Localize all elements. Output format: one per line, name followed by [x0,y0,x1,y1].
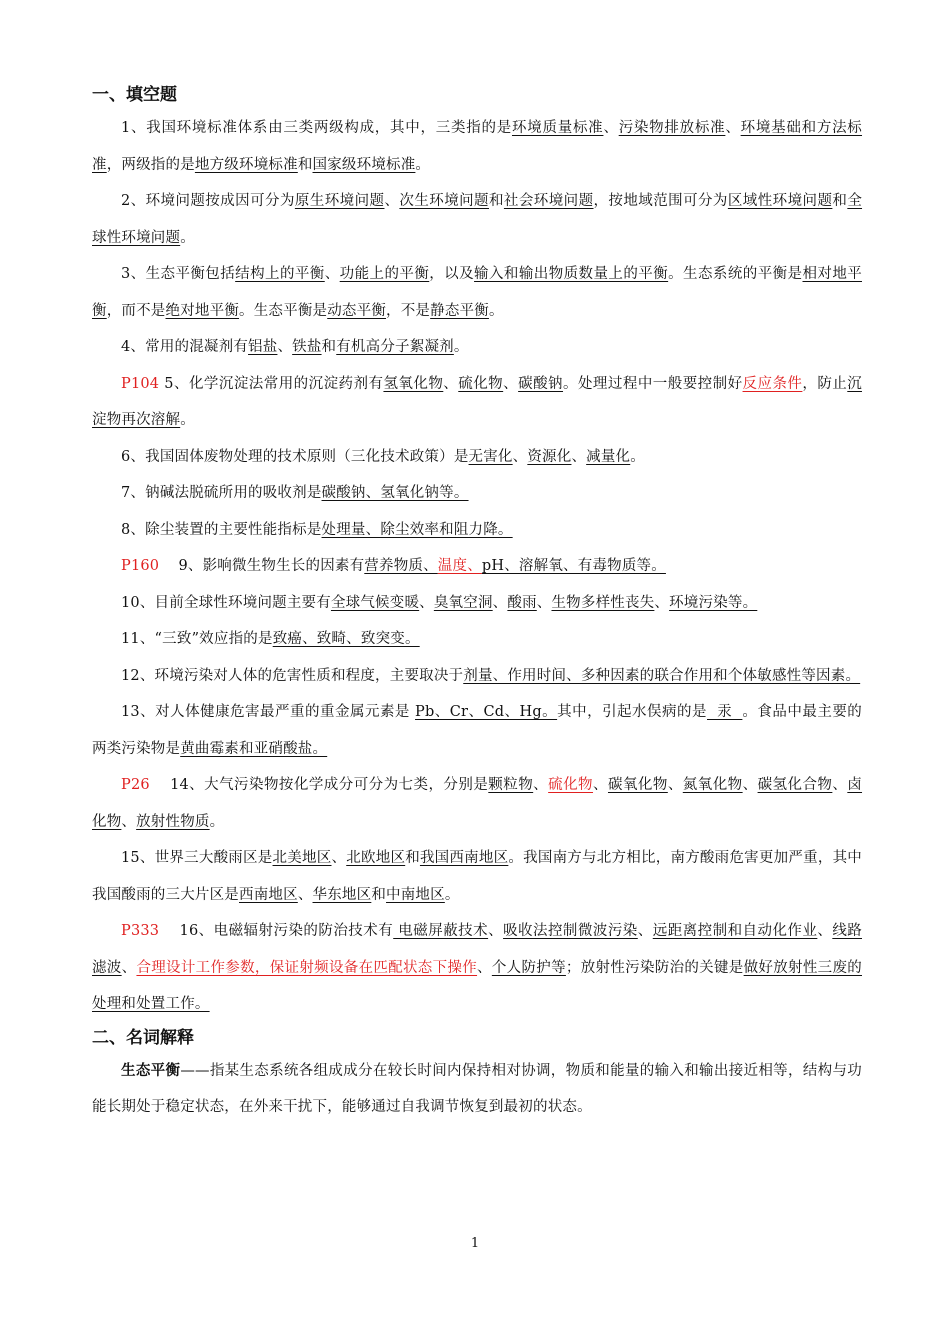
document-page [92,80,862,1126]
question-9 [92,548,862,585]
answer: 碳酸钠 [518,375,564,392]
answer: 铝盐 [248,339,278,355]
text: 、 [324,266,340,282]
question-7 [92,475,862,512]
answer: 营养物质、 [364,558,438,574]
answer: 相对地平衡 [92,266,862,319]
text: 、 [536,594,552,611]
answer: 全球性环境问题 [92,193,863,246]
answer: 功能上的平衡 [339,266,430,282]
answer: 输入和输出物质数量上的平衡 [474,266,669,282]
answer-highlight: 硫化物 [548,777,594,793]
text: 。我国南方与北方相比，南方酸雨危害更加严重，其中我国酸雨的三大片区是 [92,850,863,903]
answer: 黄曲霉素和亚硝酸盐。 [180,740,328,757]
answer: 酸雨 [507,594,537,611]
text: 、 [654,594,670,611]
answer-highlight: 反应条件 [742,375,803,392]
page-reference: P104 [121,375,160,392]
page-number: 1 [470,1236,480,1251]
answer: 吸收法控制微波污染 [503,923,638,939]
text: 、 [637,923,653,939]
answer: 碳酸钠、氢氧化钠等。 [321,485,469,501]
question-5 [92,366,862,439]
answer: 有机高分子絮凝剂 [336,339,454,355]
text: ，而不是 [106,302,166,319]
answer: 个人防护等 [491,959,566,976]
text: ，不是 [386,302,431,319]
text: 。处理过程中一般要控制好 [563,375,743,392]
text: 、 [533,777,549,793]
text: 、 [477,959,492,976]
question-14 [92,767,862,840]
answer: 生物多样性丧失 [551,594,655,611]
text: 、 [512,448,528,465]
answer: 环境基础和方法标准 [92,120,863,173]
answer: 无害化 [468,448,513,465]
text: 。 [488,302,504,319]
answer: 西南地区 [239,886,298,903]
text: 和 [321,339,337,355]
text: 和 [832,193,848,209]
text: 。生态平衡是 [239,302,328,319]
answer: 颗粒物 [488,777,534,793]
answer: 沉淀物再次溶解 [92,375,862,428]
text: 、 [277,339,293,355]
answer: 铁盐 [292,339,322,355]
answer: 致癌、致畸、致突变。 [272,631,420,647]
text: 和 [488,193,504,209]
text: 5、化学沉淀法常用的沉淀药剂有 [159,375,384,392]
page-reference: P26 [121,777,150,793]
text: 。 [453,339,469,355]
text: 。 [630,448,645,465]
text: 、 [817,923,833,939]
question-1 [92,110,862,183]
text: 11、“三致”效应指的是 [121,631,273,647]
answer: pH、溶解氧、有毒物质等。 [481,558,666,574]
question-13 [92,694,862,767]
text: 8、除尘装置的主要性能指标是 [121,521,322,538]
answer: 我国西南地区 [419,850,509,866]
page-reference: P160 [121,558,160,574]
text: 16、电磁辐射污染的防治技术有 [159,923,394,939]
text: 、 [121,813,137,830]
answer: 北欧地区 [346,850,406,866]
question-10 [92,585,862,622]
answer: 原生环境问题 [294,193,385,209]
text: 。 [180,412,195,428]
text: ，两级指的是 [106,156,195,173]
answer: 区域性环境问题 [727,193,833,209]
text: 6、我国固体废物处理的技术原则（三化技术政策）是 [121,448,469,465]
text: 和 [405,850,420,866]
question-3 [92,256,862,329]
text: 和 [371,886,387,903]
answer: 汞 [707,704,743,720]
text: ；放射性污染防治的关键是 [565,959,744,976]
question-11 [92,621,862,658]
text: 、 [593,777,608,793]
answer: 减量化 [586,448,631,465]
text: ，防止 [802,375,848,392]
text: 4、常用的混凝剂有 [121,339,249,355]
answer-highlight: 温度、 [437,558,482,574]
text: 、 [667,777,683,793]
answer: 做好放射性三废的处理和处置工作。 [92,959,862,1012]
answer: 剂量、作用时间、多种因素的联合作用和个体敏感性等因素。 [463,667,861,684]
answer: 环境污染等。 [669,594,758,611]
answer: 次生环境问题 [399,193,489,209]
answer: 北美地区 [272,850,332,866]
answer: 臭氧空洞 [433,594,493,611]
text: 、 [297,886,313,903]
text: 。 [444,886,460,903]
answer: 氮氧化物 [682,777,743,793]
text: 、 [443,375,459,392]
answer: 社会环境问题 [503,193,594,209]
answer: 处理量、除尘效率和阻力降。 [321,521,513,538]
text: 、 [571,448,587,465]
text: 12、环境污染对人体的危害性质和程度，主要取决于 [121,667,464,684]
page-reference: P333 [121,923,160,939]
text: ，以及 [429,266,475,282]
text: 。食品中最主要的两类污染物是 [92,704,863,757]
text: 、 [503,375,519,392]
text: 。 [209,813,225,830]
answer: 放射性物质 [136,813,210,830]
answer: Pb、Cr、Cd、Hg。 [415,704,558,720]
answer: 远距离控制和自动化作业 [652,923,818,939]
text: 14、大气污染物按化学成分可分为七类，分别是 [149,777,489,793]
question-16 [92,913,862,1023]
term-definition [92,1053,862,1126]
answer: 污染物排放标准 [618,120,726,136]
answer: 卤化物 [92,777,863,830]
text: 15、世界三大酸雨区是 [121,850,273,866]
answer: 中南地区 [386,886,445,903]
text: 、 [492,594,508,611]
answer: 华东地区 [312,886,372,903]
text: 。 [180,229,195,246]
answer: 国家级环境标准 [312,156,416,173]
text: 、 [742,777,758,793]
term-text: ——指某生态系统各组成成分在较长时间内保持相对协调，物质和能量的输入和输出接近相等，结构与功能长期处于稳定状态，在外来干扰下，能够通过自我调节恢复到最初的状态。 [92,1062,862,1115]
text: 。 [415,156,431,173]
section-title-fill-blank: 一、填空题 [92,85,177,105]
answer: 地方级环境标准 [194,156,298,173]
answer: 电磁屏蔽技术 [393,923,489,939]
answer-highlight: 合理设计工作参数，保证射频设备在匹配状态下操作 [136,959,478,976]
text: 其中，引起水俣病的是 [557,704,707,720]
answer: 硫化物 [458,375,504,392]
answer: 氢氧化物 [383,375,444,392]
answer: 绝对地平衡 [165,302,240,319]
question-4 [92,329,862,366]
answer: 碳氧化物 [607,777,668,793]
answer: 环境质量标准 [511,120,604,136]
answer: 全球气候变暖 [330,594,420,611]
text: 、 [419,594,434,611]
text: 、 [384,193,400,209]
text: 、 [603,120,619,136]
text: 7、钠碱法脱硫所用的吸收剂是 [121,485,322,501]
answer: 动态平衡 [327,302,387,319]
text: 、 [488,923,504,939]
answer: 碳氢化合物 [757,777,833,793]
question-15 [92,840,862,913]
text: 3、生态平衡包括 [121,266,236,282]
term-name: 生态平衡 [121,1061,181,1079]
question-6 [92,439,862,476]
text: 10、目前全球性环境问题主要有 [121,594,331,611]
question-12 [92,658,862,695]
answer: 线路滤波 [92,923,862,976]
text: 。生态系统的平衡是 [668,266,803,282]
question-2 [92,183,862,256]
answer: 静态平衡 [430,302,489,319]
answer: 结构上的平衡 [235,266,325,282]
text: ，按地域范围可分为 [593,193,728,209]
text: 、 [121,959,137,976]
text: 13、对人体健康危害最严重的重金属元素是 [121,704,416,720]
text: 、 [725,120,741,136]
text: 、 [832,777,848,793]
answer: 资源化 [527,448,572,465]
section-title-term-definitions: 二、名词解释 [92,1027,194,1048]
text: 和 [297,156,313,173]
text: 9、影响微生物生长的因素有 [159,558,365,574]
text: 、 [331,850,347,866]
question-8 [92,512,862,549]
text: 2、环境问题按成因可分为 [121,193,295,209]
text: 1、我国环境标准体系由三类两级构成，其中，三类指的是 [121,120,512,136]
